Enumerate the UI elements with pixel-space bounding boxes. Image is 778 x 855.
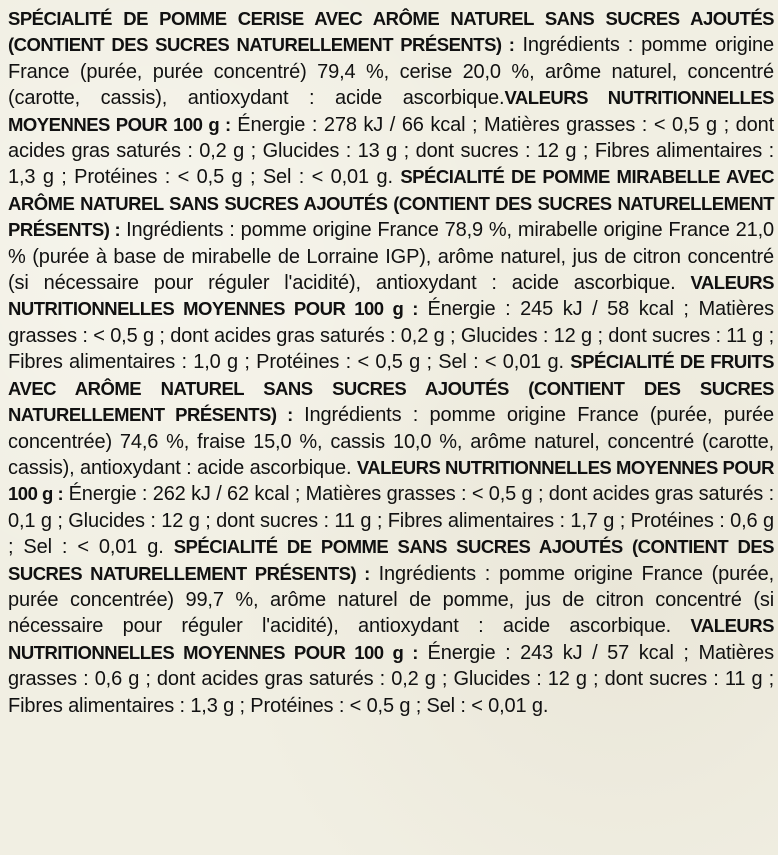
product-heading: SPÉCIALITÉ DE POMME CERISE AVEC ARÔME NATUREL SANS SUCRES AJOUTÉS (CONTIENT DES SUCRES NATURELLEMENT PRÉSENTS) : [8,8,774,56]
product-pomme-mirabelle [8,166,774,373]
ingredients-text: Ingrédients : pomme origine France (purée, purée concentrée) 74,6 %, fraise 15,0 %, cassis 10,0 %, arôme naturel, concentré (carotte, cassis), antioxydant : acide ascorbique. [8,404,774,479]
nutrition-text: Énergie : 243 kJ / 57 kcal ; Matières grasses : 0,6 g ; dont acides gras saturés : 0,2 g ; Glucides : 12 g ; dont sucres : 11 g ; Fibres alimentaires : 1,3 g ; Protéines : < 0,5 g ; Sel : < 0,01 g. [8,641,774,717]
nutrition-text: Énergie : 245 kJ / 58 kcal ; Matières grasses : < 0,5 g ; dont acides gras saturés : 0,2 g ; Glucides : 12 g ; dont sucres : 11 g ; Fibres alimentaires : 1,0 g ; Protéines : < 0,5 g ; Sel : < 0,01 g. [8,298,774,374]
product-fruits [8,351,774,558]
nutrition-heading: VALEURS NUTRITIONNELLES MOYENNES POUR 100 g : [8,615,774,663]
product-heading: SPÉCIALITÉ DE POMME MIRABELLE AVEC ARÔME NATUREL SANS SUCRES AJOUTÉS (CONTIENT DES SUCRES NATURELLEMENT PRÉSENTS) : [8,166,774,241]
nutrition-heading: VALEURS NUTRITIONNELLES MOYENNES POUR 100 g : [8,456,774,505]
ingredients-text: Ingrédients : pomme origine France (purée, purée concentré) 79,4 %, cerise 20,0 %, arôme naturel, concentré (carotte, cassis), antioxydant : acide ascorbique. [8,34,774,110]
product-pomme [8,536,774,716]
nutrition-heading: VALEURS NUTRITIONNELLES MOYENNES POUR 100 g : [8,87,774,135]
product-pomme-cerise [8,8,774,188]
ingredients-text: Ingrédients : pomme origine France 78,9 %, mirabelle origine France 21,0 % (purée à base de mirabelle de Lorraine IGP), arôme naturel, jus de citron concentré (si nécessaire pour réguler l'acidité), antioxydant : acide ascorbique. [8,219,774,295]
product-heading: SPÉCIALITÉ DE FRUITS AVEC ARÔME NATUREL SANS SUCRES AJOUTÉS (CONTIENT DES SUCRES NATURELLEMENT PRÉSENTS) : [8,351,774,426]
nutrition-text: Énergie : 262 kJ / 62 kcal ; Matières grasses : < 0,5 g ; dont acides gras saturés : 0,1 g ; Glucides : 12 g ; dont sucres : 11 g ; Fibres alimentaires : 1,7 g ; Protéines : 0,6 g ; Sel : < 0,01 g. [8,483,774,559]
nutrition-heading: VALEURS NUTRITIONNELLES MOYENNES POUR 100 g : [8,272,774,320]
ingredients-text: Ingrédients : pomme origine France (purée, purée concentrée) 99,7 %, arôme naturel de pomme, jus de citron concentré (si nécessaire pour réguler l'acidité), antioxydant : acide ascorbique. [8,562,774,638]
product-heading: SPÉCIALITÉ DE POMME SANS SUCRES AJOUTÉS (CONTIENT DES SUCRES NATURELLEMENT PRÉSENTS) : [8,536,775,584]
nutrition-text: Énergie : 278 kJ / 66 kcal ; Matières grasses : < 0,5 g ; dont acides gras saturés : 0,2 g ; Glucides : 13 g ; dont sucres : 12 g ; Fibres alimentaires : 1,3 g ; Protéines : < 0,5 g ; Sel : < 0,01 g. [8,113,775,189]
